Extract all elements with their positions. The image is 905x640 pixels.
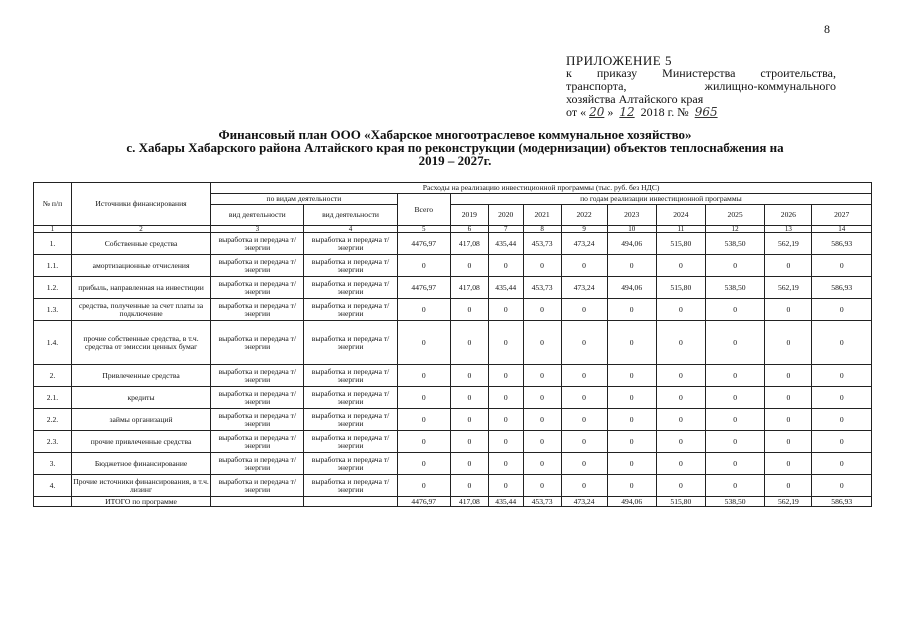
row-year-value: 0 [607,321,656,365]
row-year-value: 453,73 [523,277,561,299]
row-activity-1: выработка и передача т/энергии [211,409,304,431]
total-row-blank [211,497,304,507]
row-activity-2: выработка и передача т/энергии [304,365,397,387]
row-source: прочие собственные средства, в т.ч. средства от эмиссии ценных бумаг [71,321,210,365]
row-year-value: 0 [488,321,523,365]
column-number: 14 [812,226,872,233]
row-year-value: 0 [705,365,764,387]
row-year-value: 0 [765,431,812,453]
appendix-title: ПРИЛОЖЕНИЕ 5 [566,53,672,68]
column-number: 13 [765,226,812,233]
row-total: 4476,97 [397,277,450,299]
header-year-2021: 2021 [523,205,561,226]
table-row [34,255,872,277]
total-row-year-value: 453,73 [523,497,561,507]
row-number: 1. [34,233,72,255]
row-year-value: 0 [765,387,812,409]
appendix-line-2: транспорта, жилищно-коммунального [566,79,836,93]
row-year-value: 0 [450,255,488,277]
column-number: 7 [488,226,523,233]
header-source: Источники финансирования [71,183,210,226]
row-year-value: 0 [523,387,561,409]
row-year-value: 0 [705,299,764,321]
appendix-line-1: к приказу Министерства строительства, [566,66,836,80]
header-year-2024: 2024 [656,205,705,226]
total-row-year-value: 562,19 [765,497,812,507]
row-total: 4476,97 [397,233,450,255]
row-year-value: 0 [450,453,488,475]
row-year-value: 0 [607,387,656,409]
row-year-value: 417,08 [450,277,488,299]
row-year-value: 0 [561,475,607,497]
row-year-value: 515,80 [656,277,705,299]
row-year-value: 0 [656,299,705,321]
row-year-value: 562,19 [765,277,812,299]
row-year-value: 494,06 [607,233,656,255]
row-year-value: 0 [812,255,872,277]
header-by-activity: по видам деятельности [211,194,397,205]
row-activity-2: выработка и передача т/энергии [304,321,397,365]
row-source: прочие привлеченные средства [71,431,210,453]
row-number: 3. [34,453,72,475]
header-activity-1: вид деятельности [211,205,304,226]
row-year-value: 0 [488,453,523,475]
row-year-value: 0 [561,365,607,387]
column-number: 9 [561,226,607,233]
row-year-value: 0 [656,321,705,365]
column-number: 1 [34,226,72,233]
header-activity-2: вид деятельности [304,205,397,226]
row-year-value: 0 [812,387,872,409]
column-number: 2 [71,226,210,233]
row-year-value: 0 [450,475,488,497]
row-total: 0 [397,321,450,365]
row-total: 0 [397,453,450,475]
row-year-value: 0 [523,299,561,321]
row-year-value: 0 [765,475,812,497]
row-year-value: 0 [607,299,656,321]
row-year-value: 0 [705,453,764,475]
total-row [34,497,872,507]
row-year-value: 435,44 [488,233,523,255]
row-source: прибыль, направленная на инвестиции [71,277,210,299]
row-year-value: 0 [607,365,656,387]
row-year-value: 0 [488,255,523,277]
row-year-value: 0 [523,431,561,453]
header-year-2026: 2026 [765,205,812,226]
header-year-2020: 2020 [488,205,523,226]
row-source: займы организаций [71,409,210,431]
row-year-value: 0 [523,409,561,431]
row-year-value: 473,24 [561,233,607,255]
row-number: 1.2. [34,277,72,299]
header-expenses: Расходы на реализацию инвестиционной программы (тыс. руб. без НДС) [211,183,872,194]
row-number: 2.3. [34,431,72,453]
row-year-value: 0 [561,387,607,409]
row-year-value: 453,73 [523,233,561,255]
table-row [34,321,872,365]
column-number: 11 [656,226,705,233]
table-row [34,409,872,431]
header-num: № п/п [34,183,72,226]
row-activity-2: выработка и передача т/энергии [304,409,397,431]
row-year-value: 0 [765,409,812,431]
row-source: амортизационные отчисления [71,255,210,277]
row-year-value: 0 [561,409,607,431]
row-year-value: 435,44 [488,277,523,299]
order-date-prefix: от « [566,105,587,119]
row-activity-1: выработка и передача т/энергии [211,233,304,255]
row-year-value: 0 [656,431,705,453]
row-year-value: 0 [561,453,607,475]
title-line-3: 2019 – 2027г. [418,153,492,168]
total-row-year-value: 494,06 [607,497,656,507]
order-year: 2018 г. № [640,105,689,119]
row-year-value: 0 [607,255,656,277]
row-source: Бюджетное финансирование [71,453,210,475]
order-date-mid: » [607,105,614,119]
column-number: 8 [523,226,561,233]
appendix-line-3: хозяйства Алтайского края [566,92,704,106]
row-year-value: 0 [656,453,705,475]
total-row-label: ИТОГО по программе [71,497,210,507]
header-year-2022: 2022 [561,205,607,226]
page-number: 8 [824,22,830,36]
column-number: 12 [705,226,764,233]
row-activity-1: выработка и передача т/энергии [211,255,304,277]
title-line-2: с. Хабары Хабарского района Алтайского края по реконструкции (модернизации) объектов теплоснабжения на [126,140,784,155]
row-activity-2: выработка и передача т/энергии [304,387,397,409]
row-year-value: 538,50 [705,233,764,255]
row-year-value: 0 [523,255,561,277]
row-total: 0 [397,365,450,387]
row-source: Привлеченные средства [71,365,210,387]
row-year-value: 0 [705,409,764,431]
table-row [34,453,872,475]
row-year-value: 417,08 [450,233,488,255]
row-activity-1: выработка и передача т/энергии [211,321,304,365]
table-row [34,387,872,409]
row-year-value: 0 [488,387,523,409]
row-year-value: 0 [812,431,872,453]
row-year-value: 0 [765,453,812,475]
table-row [34,233,872,255]
row-year-value: 0 [488,409,523,431]
document-title [40,128,870,167]
row-activity-1: выработка и передача т/энергии [211,431,304,453]
row-year-value: 0 [607,431,656,453]
row-year-value: 0 [812,299,872,321]
row-activity-2: выработка и передача т/энергии [304,277,397,299]
row-year-value: 0 [705,475,764,497]
row-year-value: 0 [705,387,764,409]
row-number: 2.2. [34,409,72,431]
header-year-2027: 2027 [812,205,872,226]
order-month: 12 [619,105,635,119]
row-total: 0 [397,431,450,453]
row-year-value: 0 [607,453,656,475]
row-total: 0 [397,475,450,497]
row-year-value: 0 [488,299,523,321]
column-number: 5 [397,226,450,233]
row-source: кредиты [71,387,210,409]
row-year-value: 0 [656,475,705,497]
row-year-value: 0 [607,409,656,431]
row-source: Собственные средства [71,233,210,255]
row-number: 4. [34,475,72,497]
table-row [34,431,872,453]
row-activity-1: выработка и передача т/энергии [211,277,304,299]
row-total: 0 [397,409,450,431]
table-row [34,365,872,387]
row-year-value: 562,19 [765,233,812,255]
row-number: 2. [34,365,72,387]
row-year-value: 0 [656,409,705,431]
row-year-value: 0 [561,299,607,321]
row-year-value: 0 [812,409,872,431]
row-year-value: 0 [812,321,872,365]
row-source: средства, полученные за счет платы за подключение [71,299,210,321]
table-header [34,183,872,233]
title-line-1: Финансовый план ООО «Хабарское многоотраслевое коммунальное хозяйство» [218,127,692,142]
row-year-value: 494,06 [607,277,656,299]
row-year-value: 0 [523,453,561,475]
row-year-value: 0 [450,387,488,409]
row-year-value: 473,24 [561,277,607,299]
total-row-year-value: 435,44 [488,497,523,507]
total-row-year-value: 586,93 [812,497,872,507]
header-year-2025: 2025 [705,205,764,226]
row-year-value: 0 [705,321,764,365]
row-year-value: 586,93 [812,233,872,255]
row-year-value: 0 [561,431,607,453]
header-total: Всего [397,194,450,226]
row-year-value: 0 [523,321,561,365]
total-row-blank [34,497,72,507]
row-year-value: 0 [765,255,812,277]
column-number: 3 [211,226,304,233]
total-row-total: 4476,97 [397,497,450,507]
column-number: 4 [304,226,397,233]
table-row [34,277,872,299]
row-year-value: 0 [656,255,705,277]
row-year-value: 0 [812,475,872,497]
row-activity-2: выработка и передача т/энергии [304,255,397,277]
total-row-blank [304,497,397,507]
row-year-value: 0 [450,409,488,431]
row-number: 1.3. [34,299,72,321]
row-year-value: 0 [488,365,523,387]
header-year-2023: 2023 [607,205,656,226]
row-activity-1: выработка и передача т/энергии [211,365,304,387]
row-activity-2: выработка и передача т/энергии [304,233,397,255]
row-year-value: 0 [561,321,607,365]
total-row-year-value: 473,24 [561,497,607,507]
total-row-year-value: 515,80 [656,497,705,507]
row-number: 1.1. [34,255,72,277]
table-body [34,233,872,507]
row-total: 0 [397,255,450,277]
table-row [34,299,872,321]
row-year-value: 0 [607,475,656,497]
table-row [34,475,872,497]
row-source: Прочие источники финансирования, в т.ч. лизинг [71,475,210,497]
row-year-value: 0 [812,453,872,475]
appendix-block [566,54,836,119]
row-year-value: 0 [450,365,488,387]
row-activity-1: выработка и передача т/энергии [211,299,304,321]
row-year-value: 538,50 [705,277,764,299]
header-year-2019: 2019 [450,205,488,226]
row-year-value: 0 [523,475,561,497]
row-year-value: 0 [488,475,523,497]
row-activity-2: выработка и передача т/энергии [304,453,397,475]
row-year-value: 0 [450,431,488,453]
column-number: 6 [450,226,488,233]
row-year-value: 0 [656,365,705,387]
row-total: 0 [397,299,450,321]
row-year-value: 0 [705,255,764,277]
total-row-year-value: 538,50 [705,497,764,507]
row-year-value: 586,93 [812,277,872,299]
row-year-value: 515,80 [656,233,705,255]
row-total: 0 [397,387,450,409]
row-activity-2: выработка и передача т/энергии [304,299,397,321]
row-year-value: 0 [488,431,523,453]
row-activity-1: выработка и передача т/энергии [211,453,304,475]
row-year-value: 0 [765,365,812,387]
row-year-value: 0 [812,365,872,387]
order-day: 20 [589,105,605,119]
row-year-value: 0 [450,299,488,321]
row-activity-2: выработка и передача т/энергии [304,475,397,497]
order-number: 965 [694,105,718,119]
appendix-order-line [566,106,836,119]
financial-plan-table [33,182,872,507]
row-year-value: 0 [561,255,607,277]
row-activity-1: выработка и передача т/энергии [211,387,304,409]
row-year-value: 0 [765,299,812,321]
row-year-value: 0 [523,365,561,387]
row-year-value: 0 [450,321,488,365]
row-year-value: 0 [765,321,812,365]
row-year-value: 0 [656,387,705,409]
total-row-year-value: 417,08 [450,497,488,507]
row-year-value: 0 [705,431,764,453]
row-activity-1: выработка и передача т/энергии [211,475,304,497]
header-by-years: по годам реализации инвестиционной программы [450,194,871,205]
column-number: 10 [607,226,656,233]
row-number: 2.1. [34,387,72,409]
row-activity-2: выработка и передача т/энергии [304,431,397,453]
row-number: 1.4. [34,321,72,365]
